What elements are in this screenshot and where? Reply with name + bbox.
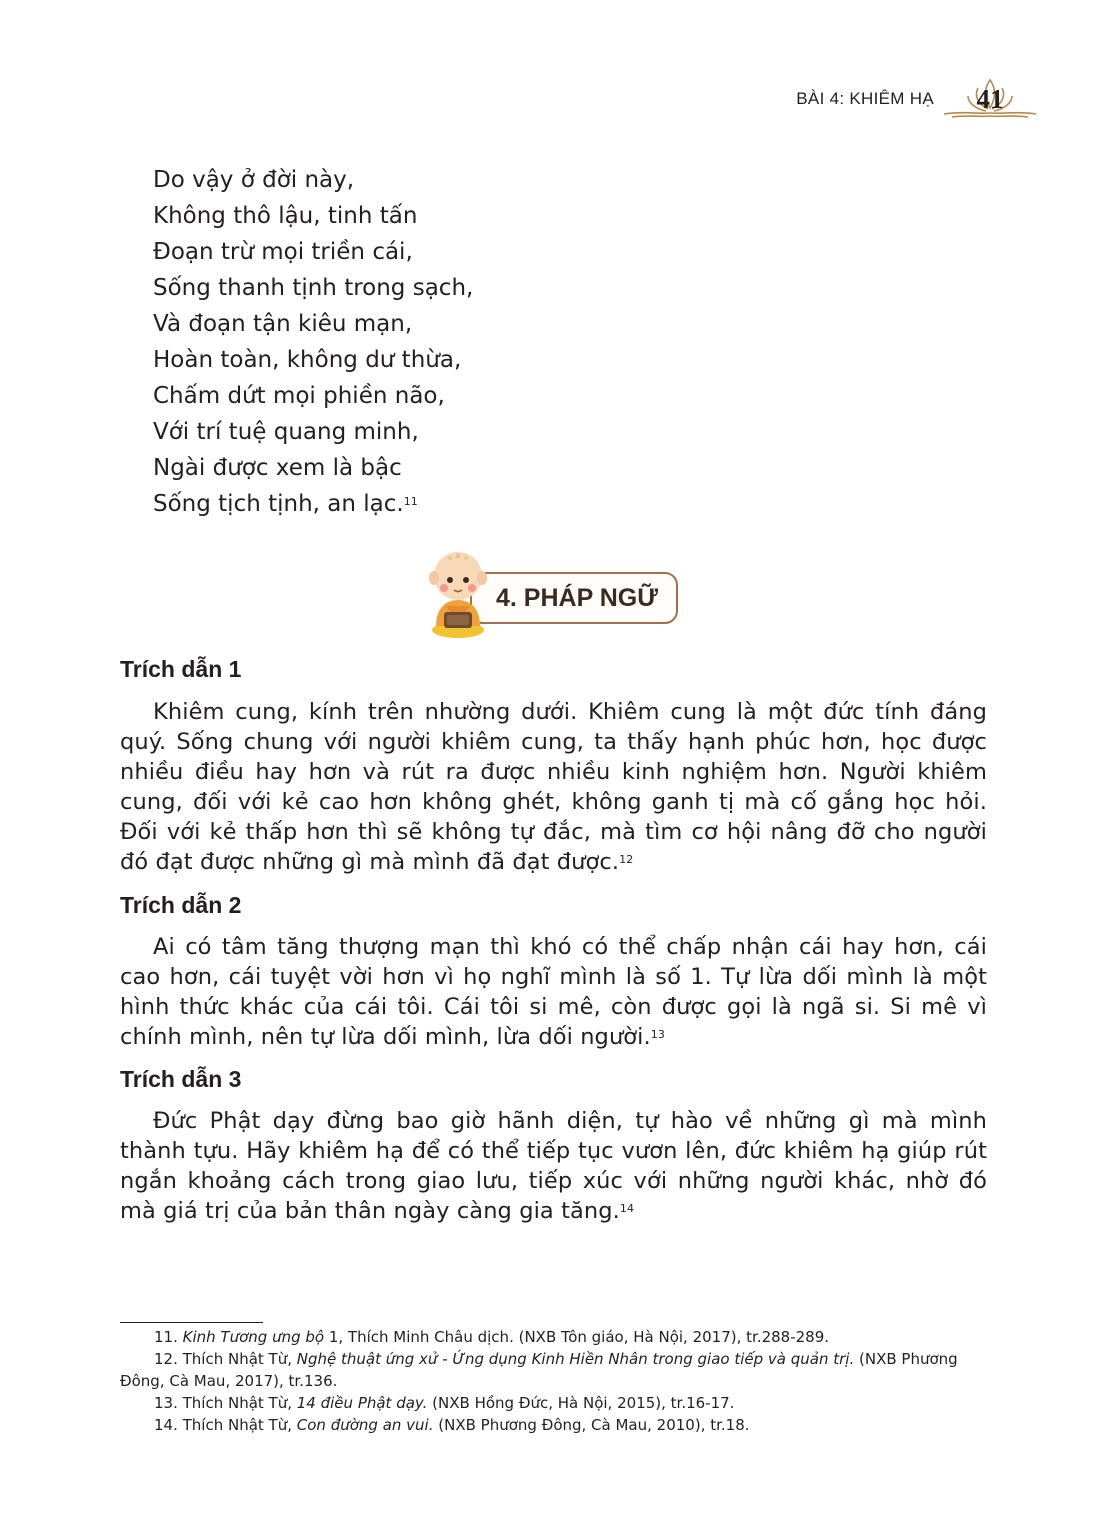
poem-line: Không thô lậu, tinh tấn — [153, 203, 418, 229]
section-title-box — [470, 572, 678, 624]
footnote-number: 11. — [154, 1328, 178, 1346]
poem-line: Do vậy ở đời này, — [153, 167, 355, 193]
monk-illustration-icon — [418, 542, 498, 642]
quote-text: Ai có tâm tăng thượng mạn thì khó có thể chấp nhận cái hay hơn, cái cao hơn, cái tuyệt vời hơn vì họ nghĩ mình là số 1. Tự lừa dối mình là một hình thức khác của cái tôi. Cái tôi si mê, còn được gọi là ngã si. Si mê vì chính mình, nên tự lừa dối mình, lừa dối người. — [120, 934, 987, 1050]
footnote — [120, 1348, 987, 1392]
footnote-ref: 13 — [650, 1028, 665, 1041]
poem-line: Và đoạn tận kiêu mạn, — [153, 311, 413, 337]
quote-heading: Trích dẫn 2 — [120, 892, 242, 918]
quote-text: Đức Phật dạy đừng bao giờ hãnh diện, tự hào về những gì mà mình thành tựu. Hãy khiêm hạ để có thể tiếp tục vươn lên, đức khiêm hạ giúp rút ngắn khoảng cách trong giao lưu, tiếp xúc với những người khác, nhờ đó mà giá trị của bản thân ngày càng gia tăng. — [120, 1108, 987, 1224]
poem-line: Ngài được xem là bậc — [153, 455, 402, 481]
footnote-ref: 14 — [619, 1202, 635, 1215]
poem — [153, 162, 473, 522]
section-title: 4. PHÁP NGỮ — [496, 584, 658, 612]
footnotes — [120, 1326, 987, 1436]
footnote — [120, 1414, 987, 1436]
poem-line: Sống tịch tịnh, an lạc. — [153, 491, 404, 517]
poem-line: Hoàn toàn, không dư thừa, — [153, 347, 462, 373]
footnote-ref: 12 — [619, 853, 634, 866]
footnote-title: Con đường an vui. — [296, 1416, 434, 1434]
poem-line: Sống thanh tịnh trong sạch, — [153, 275, 474, 301]
quote-text: Khiêm cung, kính trên nhường dưới. Khiêm cung là một đức tính đáng quý. Sống chung với người khiêm cung, ta thấy hạnh phúc hơn, học được nhiều điều hay hơn và rút ra được nhiều kinh nghiệm hơn. Người khiêm cung, đối với kẻ cao hơn không ghét, không ganh tị mà cố gắng học hỏi. Đối với kẻ thấp hơn thì sẽ không tự đắc, mà tìm cơ hội nâng đỡ cho người đó đạt được những gì mà mình đã đạt được. — [120, 699, 987, 875]
page-number: 41 — [976, 84, 1004, 114]
page-number-ornament — [942, 78, 1038, 120]
poem-line: Với trí tuệ quang minh, — [153, 419, 419, 445]
footnote-source: (NXB Hồng Đức, Hà Nội, 2015), tr.16-17. — [427, 1394, 735, 1412]
footnote — [120, 1326, 987, 1348]
footnote-title: Kinh Tương ưng bộ — [182, 1328, 325, 1346]
footnote-divider — [120, 1322, 263, 1323]
footnote-author: Thích Nhật Từ, — [177, 1394, 297, 1412]
footnote — [120, 1392, 987, 1414]
footnote-title: 14 điều Phật dạy. — [296, 1394, 428, 1412]
footnote-source: (NXB Phương Đông, Cà Mau, 2010), tr.18. — [433, 1416, 750, 1434]
footnote-number: 12. — [154, 1350, 178, 1368]
poem-line: Chấm dứt mọi phiền não, — [153, 383, 445, 409]
poem-line-last — [153, 486, 473, 522]
footnote-title: Nghệ thuật ứng xử - Ứng dụng Kinh Hiền Nhân trong giao tiếp và quản trị. — [296, 1350, 855, 1368]
footnote-author: Thích Nhật Từ, — [177, 1350, 297, 1368]
chapter-title: BÀI 4: KHIÊM HẠ — [796, 89, 934, 108]
footnote-ref: 11 — [403, 495, 418, 508]
quote-paragraph — [120, 1106, 987, 1226]
footnote-source: 1, Thích Minh Châu dịch. (NXB Tôn giáo, Hà Nội, 2017), tr.288-289. — [324, 1328, 830, 1346]
quote-heading: Trích dẫn 1 — [120, 656, 242, 682]
page-header — [796, 78, 1038, 120]
footnote-source: (NXB Phương Đông, Cà Mau, 2017), tr.136. — [120, 1350, 958, 1390]
footnote-number: 13. — [154, 1394, 178, 1412]
quote-paragraph — [120, 697, 987, 877]
quote-paragraph — [120, 932, 987, 1052]
footnote-number: 14. — [154, 1416, 178, 1434]
section-badge — [418, 542, 683, 642]
poem-line: Đoạn trừ mọi triền cái, — [153, 239, 413, 265]
footnote-author: Thích Nhật Từ, — [177, 1416, 297, 1434]
quote-heading: Trích dẫn 3 — [120, 1066, 242, 1092]
